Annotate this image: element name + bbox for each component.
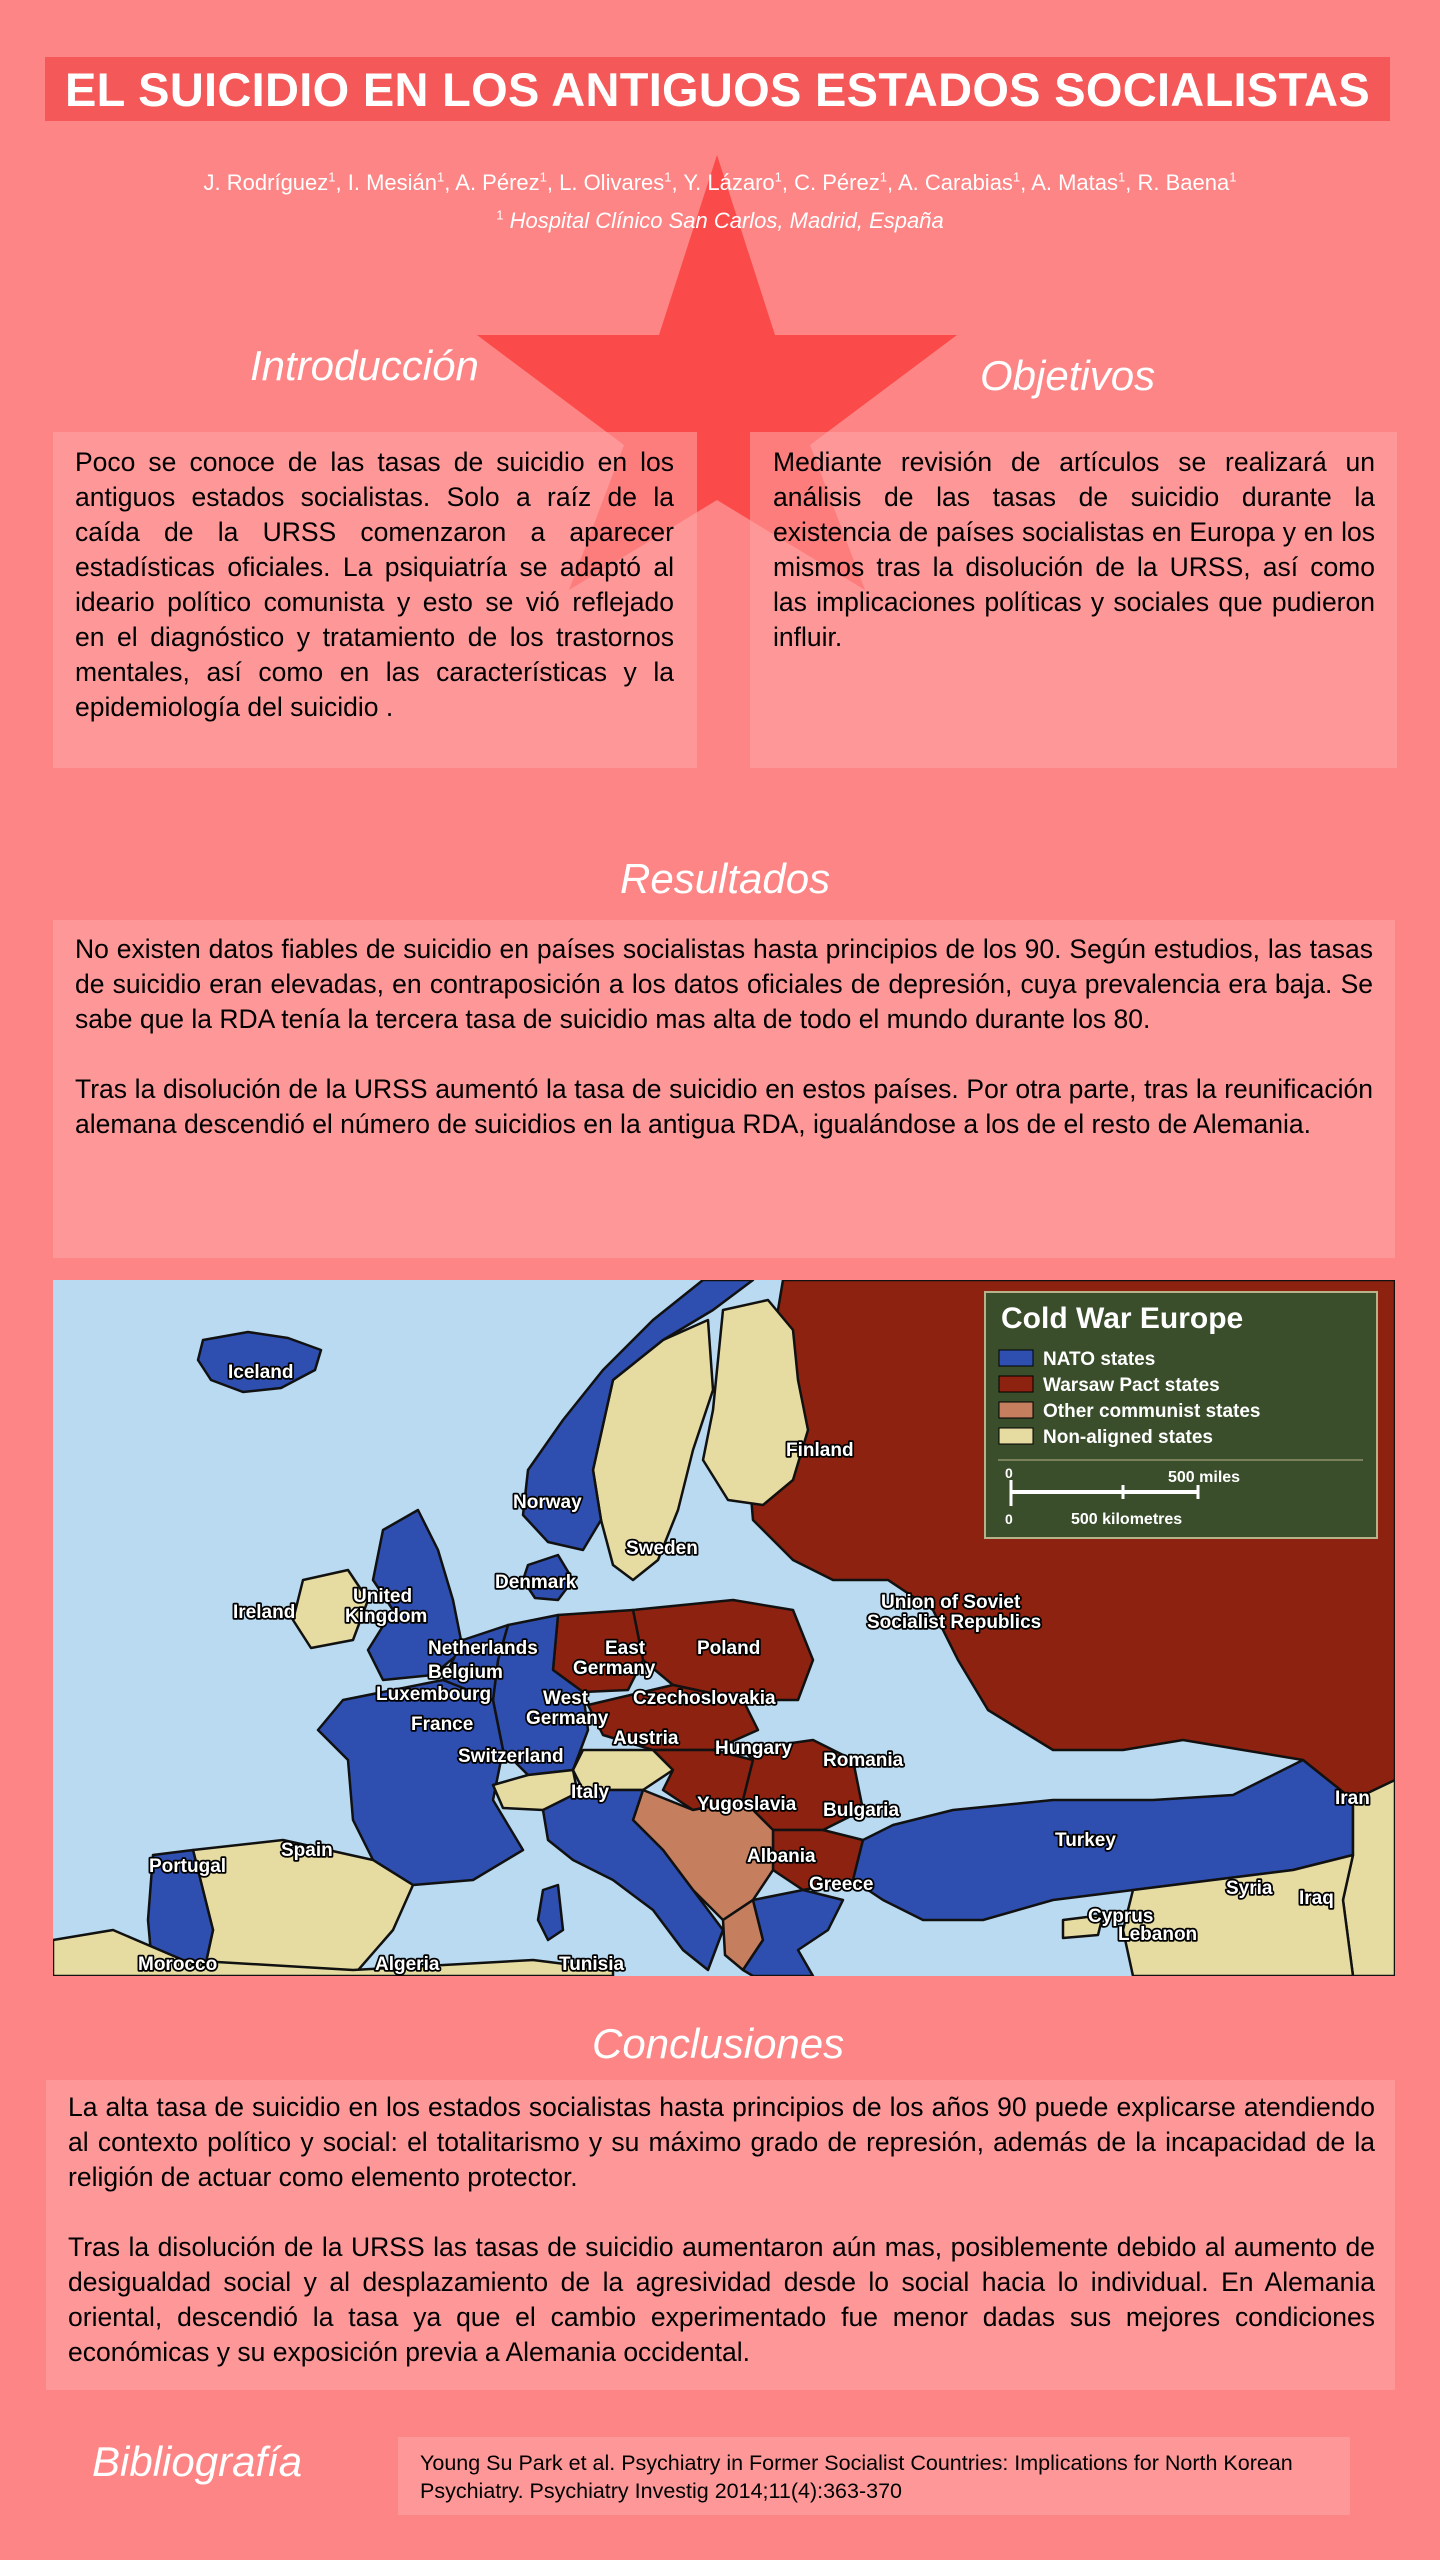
affiliation — [0, 208, 1440, 234]
map-label-netherlands: Netherlands — [428, 1638, 538, 1659]
map-label-hungary: Hungary — [715, 1738, 793, 1759]
map-legend — [985, 1292, 1377, 1538]
affiliation-text: Hospital Clínico San Carlos, Madrid, España — [509, 208, 944, 233]
legend-label: Warsaw Pact states — [1043, 1375, 1220, 1396]
objetivos-heading: Objetivos — [980, 352, 1156, 399]
map-label-uk-2: Kingdom — [345, 1606, 428, 1627]
scale-zero-bottom: 0 — [1005, 1511, 1013, 1527]
author-superscript: 1 — [1012, 169, 1021, 185]
map-label-romania: Romania — [823, 1750, 904, 1771]
author-name: A. Matas — [1031, 170, 1118, 195]
scale-kilometres: 500 kilometres — [1071, 1511, 1183, 1528]
map-label-czechoslovakia: Czechoslovakia — [633, 1688, 776, 1709]
map-label-norway: Norway — [513, 1492, 582, 1513]
objetivos-text: Mediante revisión de artículos se realizará un análisis de las tasas de suicidio durante la existencia de países socialistas en Europa y en los mismos tras la disolución de la URSS, así como las implicaciones políticas y sociales que pudieron influir. — [773, 447, 1375, 652]
map-title: Cold War Europe — [1001, 1302, 1244, 1335]
map-label-iraq: Iraq — [1299, 1888, 1334, 1909]
legend-label: Other communist states — [1043, 1401, 1261, 1422]
resultados-paragraph-1: No existen datos fiables de suicidio en países socialistas hasta principios de los 90. Según estudios, las tasas de suicidio eran elevadas, en contraposición a los datos oficiales de depresión, cuya prevalencia era baja. Se sabe que la RDA tenía la tercera tasa de suicidio mas alta de todo el mundo durante los 80. — [75, 934, 1373, 1034]
scale-miles: 500 miles — [1168, 1469, 1241, 1486]
author-superscript: 1 — [1118, 169, 1126, 185]
map-label-austria: Austria — [613, 1728, 679, 1749]
map-label-switzerland: Switzerland — [458, 1746, 564, 1767]
bibliografia-heading: Bibliografía — [92, 2438, 303, 2485]
author-name: A. Pérez — [455, 170, 540, 195]
legend-swatch — [999, 1350, 1033, 1366]
map-label-west-germany-2: Germany — [526, 1708, 609, 1729]
map-label-spain: Spain — [281, 1840, 333, 1861]
legend-label: NATO states — [1043, 1349, 1156, 1370]
map-label-belgium: Belgium — [428, 1662, 503, 1683]
author-superscript: 1 — [539, 169, 547, 185]
map-label-lebanon: Lebanon — [1118, 1924, 1198, 1945]
intro-heading: Introducción — [250, 342, 479, 389]
resultados-text — [75, 932, 1373, 1142]
intro-text: Poco se conoce de las tasas de suicidio en los antiguos estados socialistas. Solo a raíz de la caída de la URSS comenzaron a aparecer estadísticas oficiales. La psiquiatría se adaptó al ideario político comunista y esto se vió reflejado en el diagnóstico y tratamiento de los trastornos mentales, así como en las características y la epidemiología del suicidio . — [75, 447, 674, 722]
author-name: J. Rodríguez — [203, 170, 329, 195]
map-label-sweden: Sweden — [626, 1538, 698, 1559]
author-name: R. Baena — [1137, 170, 1230, 195]
map-label-italy: Italy — [571, 1782, 610, 1803]
author-superscript: 1 — [879, 169, 887, 185]
conclusiones-paragraph-2: Tras la disolución de la URSS las tasas de suicidio aumentaron aún mas, posiblemente debido al aumento de desigualdad social y al desplazamiento de la agresividad desde lo social hacia lo individual. En Alemania oriental, descendió la tasa ya que el cambio experimentado fue menor dadas sus mejores condiciones económicas y su exposición previa a Alemania occidental. — [68, 2232, 1375, 2367]
map-label-algeria: Algeria — [375, 1954, 440, 1975]
map-label-finland: Finland — [786, 1440, 854, 1461]
map-label-turkey: Turkey — [1055, 1830, 1116, 1851]
resultados-heading: Resultados — [620, 855, 831, 902]
author-superscript: 1 — [328, 169, 336, 185]
legend-label: Non-aligned states — [1043, 1427, 1213, 1448]
author-name: C. Pérez — [794, 170, 880, 195]
author-list: J. Rodríguez$^1$, I. Mesián$^1$, A. Pérez$^1$, L. Olivares$^1$, Y. Lázaro$^1$, C. Pérez$^1$, A. Carabias$^1$, A. Matas$^1$, R. Baena$^1$ — [203, 169, 1237, 195]
map-label-west-germany-1: West — [543, 1688, 589, 1709]
scale-zero-top: 0 — [1005, 1465, 1013, 1481]
cold-war-europe-map — [53, 1280, 1395, 1976]
author-superscript: 1 — [437, 169, 445, 185]
map-label-greece: Greece — [809, 1874, 874, 1895]
map-label-morocco: Morocco — [138, 1954, 218, 1975]
map-label-syria: Syria — [1226, 1878, 1273, 1899]
map-label-yugoslavia: Yugoslavia — [697, 1794, 797, 1815]
legend-swatch — [999, 1402, 1033, 1418]
author-name: Y. Lázaro — [683, 170, 775, 195]
map-label-cyprus: Cyprus — [1088, 1906, 1154, 1927]
map-label-ussr-2: Socialist Republics — [867, 1612, 1042, 1633]
map-label-tunisia: Tunisia — [559, 1954, 625, 1975]
map-label-luxembourg: Luxembourg — [376, 1684, 492, 1705]
map-label-denmark: Denmark — [495, 1572, 577, 1593]
bibliography-reference: Young Su Park et al. Psychiatry in Former Socialist Countries: Implications for North Korean Psychiatry. Psychiatry Investig 2014;11(4):363-370 — [398, 2437, 1350, 2515]
conclusiones-heading: Conclusiones — [592, 2020, 845, 2067]
map-label-uk-1: United — [353, 1586, 413, 1607]
title-banner — [45, 57, 1390, 121]
affiliation-superscript: 1 — [496, 207, 504, 223]
author-name: L. Olivares — [559, 170, 665, 195]
resultados-paragraph-2: Tras la disolución de la URSS aumentó la tasa de suicidio en estos países. Por otra parte, tras la reunificación alemana descendió el número de suicidios en la antigua RDA, igualándose a los de el resto de Alemania. — [75, 1074, 1373, 1139]
map-label-east-germany-2: Germany — [573, 1658, 656, 1679]
map-label-east-germany-1: East — [605, 1638, 646, 1659]
author-superscript: 1 — [664, 169, 672, 185]
map-label-iceland: Iceland — [228, 1362, 294, 1383]
intro-panel — [53, 432, 697, 768]
legend-swatch — [999, 1428, 1033, 1444]
map-label-portugal: Portugal — [149, 1856, 227, 1877]
map-label-poland: Poland — [697, 1638, 761, 1659]
author-superscript: 1 — [1229, 169, 1237, 185]
map-label-albania: Albania — [747, 1846, 816, 1867]
objetivos-panel — [750, 432, 1397, 768]
author-name: I. Mesián — [347, 170, 438, 195]
map-label-ussr-1: Union of Soviet — [881, 1592, 1021, 1613]
resultados-panel — [53, 920, 1395, 1258]
conclusiones-text — [68, 2090, 1375, 2370]
map-label-iran: Iran — [1335, 1788, 1370, 1809]
conclusiones-panel — [46, 2080, 1395, 2390]
map-label-ireland: Ireland — [233, 1602, 296, 1623]
conclusiones-paragraph-1: La alta tasa de suicidio en los estados socialistas hasta principios de los años 90 puede explicarse atendiendo al contexto político y social: el totalitarismo y su máximo grado de represión, además de la incapacidad de la religión de actuar como elemento protector. — [68, 2092, 1375, 2192]
poster-title: EL SUICIDIO EN LOS ANTIGUOS ESTADOS SOCIALISTAS — [65, 62, 1370, 116]
author-name: A. Carabias — [897, 170, 1013, 195]
map-label-france: France — [411, 1714, 474, 1735]
legend-swatch — [999, 1376, 1033, 1392]
author-superscript: 1 — [774, 169, 782, 185]
map-label-bulgaria: Bulgaria — [823, 1800, 900, 1821]
